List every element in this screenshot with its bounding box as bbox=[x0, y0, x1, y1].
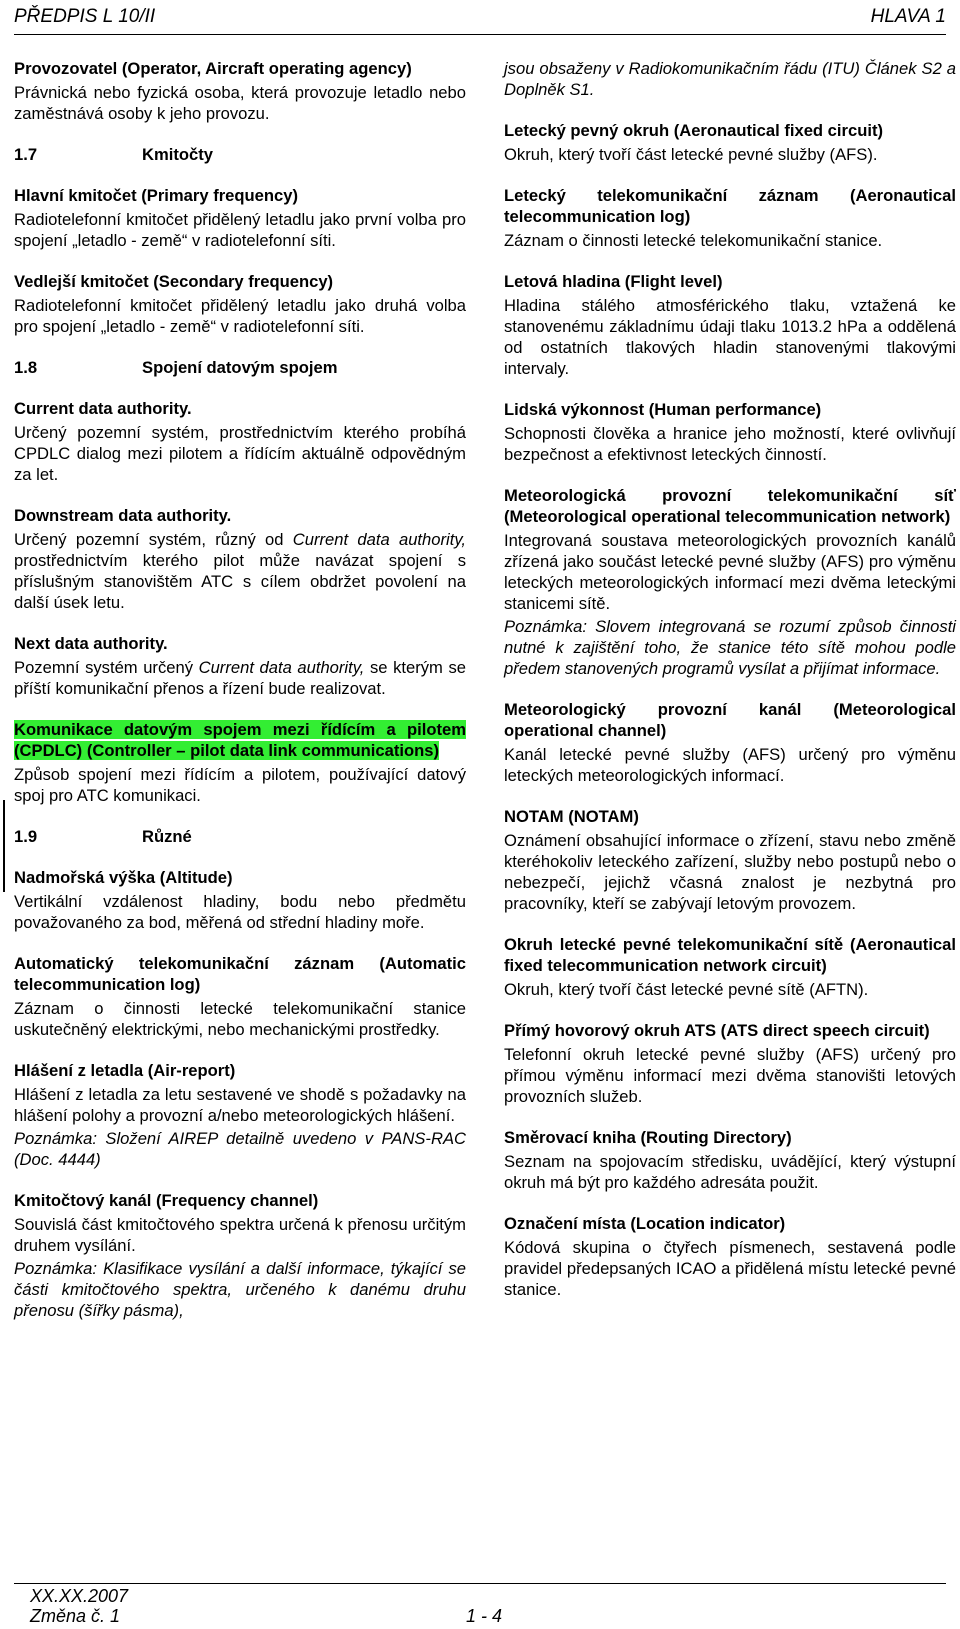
term: Next data authority. bbox=[14, 634, 168, 653]
term: Okruh letecké pevné telekomunikační sítě (Aeronautical fixed telecommunication network circuit) bbox=[504, 935, 956, 975]
entry-air-report bbox=[14, 1060, 466, 1170]
definition-part: Pozemní systém určený bbox=[14, 658, 199, 677]
entry-next-data-authority bbox=[14, 633, 466, 699]
term: Lidská výkonnost (Human performance) bbox=[504, 400, 822, 419]
definition: Záznam o činnosti letecké telekomunikační stanice. bbox=[504, 231, 883, 250]
definition: Právnická nebo fyzická osoba, která provozuje letadlo nebo zaměstnává osoby k jeho provozu. bbox=[14, 83, 466, 123]
term: Meteorologický provozní kanál (Meteorological operational channel) bbox=[504, 700, 956, 740]
definition: Okruh, který tvoří část letecké pevné služby (AFS). bbox=[504, 145, 878, 164]
page-header bbox=[14, 0, 946, 35]
entry-human-performance bbox=[504, 399, 956, 465]
note: Poznámka: Slovem integrovaná se rozumí způsob činnosti nutné k zajištění toho, že stanice této sítě mohou podle předem stanovených programů vysílat a přijímat informace. bbox=[504, 617, 956, 678]
definition: Souvislá část kmitočtového spektra určená k přenosu určitým druhem vysílání. bbox=[14, 1215, 466, 1255]
entry-cpdlc bbox=[14, 719, 466, 806]
entry-met-operational-channel bbox=[504, 699, 956, 786]
definition: Radiotelefonní kmitočet přidělený letadlu jako první volba pro spojení „letadlo - země“ v radiotelefonní síti. bbox=[14, 210, 466, 250]
definition: Způsob spojení mezi řídícím a pilotem, používající datový spoj pro ATC komunikaci. bbox=[14, 765, 466, 805]
entry-downstream-data-authority bbox=[14, 505, 466, 613]
definition-italic: Current data authority, bbox=[292, 530, 467, 549]
definition: Telefonní okruh letecké pevné služby (AFS) určený pro přímou výměnu informací mezi dvěma stanovišti letových provozních služeb. bbox=[504, 1045, 956, 1106]
term: Nadmořská výška (Altitude) bbox=[14, 868, 233, 887]
section-number: 1.7 bbox=[14, 145, 38, 164]
term: Letecký pevný okruh (Aeronautical fixed circuit) bbox=[504, 121, 883, 140]
definition-italic: Current data authority, bbox=[198, 658, 365, 677]
term: Označení místa (Location indicator) bbox=[504, 1214, 786, 1233]
definition-part: se kterým se příští komunikační přenos a řízení bude realizovat. bbox=[14, 658, 466, 698]
definition-part: Určený pozemní systém, různý od bbox=[14, 530, 293, 549]
footer-date: XX.XX.2007 bbox=[30, 1586, 129, 1606]
term: Kmitočtový kanál (Frequency channel) bbox=[14, 1191, 319, 1210]
header-left: PŘEDPIS L 10/II bbox=[14, 6, 156, 27]
note: Poznámka: Klasifikace vysílání a další informace, týkající se části kmitočtového spektra, určeného k danému druhu přenosu (šířky pásma), bbox=[14, 1259, 466, 1320]
term: Hlavní kmitočet (Primary frequency) bbox=[14, 186, 299, 205]
term: Hlášení z letadla (Air-report) bbox=[14, 1061, 236, 1080]
term: Automatický telekomunikační záznam (Automatic telecommunication log) bbox=[14, 954, 466, 994]
term bbox=[14, 719, 466, 761]
definition-part: prostřednictvím kterého pilot může navázat spojení s příslušným stanovištěm ATC s cílem obdržet povolení na další úsek letu. bbox=[14, 551, 466, 612]
page-number: 1 - 4 bbox=[466, 1606, 503, 1626]
section-number: 1.9 bbox=[14, 827, 38, 846]
section-heading bbox=[14, 357, 466, 378]
entry-met-telecom-network bbox=[504, 485, 956, 679]
section-title: Spojení datovým spojem bbox=[142, 358, 338, 377]
entry-flight-level bbox=[504, 271, 956, 379]
term: Přímý hovorový okruh ATS (ATS direct speech circuit) bbox=[504, 1021, 930, 1040]
term: Current data authority. bbox=[14, 399, 192, 418]
entry-primary-frequency bbox=[14, 185, 466, 251]
term: Směrovací kniha (Routing Directory) bbox=[504, 1128, 792, 1147]
term: Meteorologická provozní telekomunikační síť (Meteorological operational telecommunication network) bbox=[504, 486, 956, 526]
entry-current-data-authority bbox=[14, 398, 466, 485]
section-heading bbox=[14, 826, 466, 847]
definition: Okruh, který tvoří část letecké pevné sítě (AFTN). bbox=[504, 980, 869, 999]
definition bbox=[14, 657, 466, 699]
entry-notam bbox=[504, 806, 956, 914]
entry-location-indicator bbox=[504, 1213, 956, 1300]
term: Provozovatel (Operator, Aircraft operating agency) bbox=[14, 59, 412, 78]
definition: Hlášení z letadla za letu sestavené ve shodě s požadavky na hlášení polohy a provozní a/nebo meteorologických hlášení. bbox=[14, 1085, 466, 1125]
header-right: HLAVA 1 bbox=[870, 6, 946, 27]
right-column bbox=[504, 58, 956, 1320]
footer-amendment: Změna č. 1 bbox=[30, 1606, 121, 1626]
revision-bar bbox=[3, 800, 5, 892]
term: Letecký telekomunikační záznam (Aeronautical telecommunication log) bbox=[504, 186, 956, 226]
entry-aeronautical-fixed-circuit bbox=[504, 120, 956, 165]
entry-operator bbox=[14, 58, 466, 124]
definition: Určený pozemní systém, prostřednictvím kterého probíhá CPDLC dialog mezi pilotem a řídícím aktuálně odpovědným za let. bbox=[14, 423, 466, 484]
entry-altitude bbox=[14, 867, 466, 933]
left-column bbox=[14, 58, 466, 1341]
definition: Schopnosti člověka a hranice jeho možností, které ovlivňují bezpečnost a efektivnost leteckých činností. bbox=[504, 424, 956, 464]
definition: Hladina stálého atmosférického tlaku, vztažená ke stanovenému základnímu údaji tlaku 1013.2 hPa a oddělená od ostatních tlakových hladin stanovenými tlakovými intervaly. bbox=[504, 296, 956, 378]
definition: Oznámení obsahující informace o zřízení, stavu nebo změně kteréhokoliv leteckého zařízení, služby nebo postupů nebo o nebezpečí, jejichž včasná znalost je nezbytná pro pracovníky, kteří se zabývají letovým provozem. bbox=[504, 831, 956, 913]
entry-secondary-frequency bbox=[14, 271, 466, 337]
section-title: Kmitočty bbox=[142, 145, 213, 164]
entry-aftn-circuit bbox=[504, 934, 956, 1000]
definition: Záznam o činnosti letecké telekomunikační stanice uskutečněný elektrickými, nebo mechanickými prostředky. bbox=[14, 999, 466, 1039]
section-number: 1.8 bbox=[14, 358, 38, 377]
continued-note: jsou obsaženy v Radiokomunikačním řádu (ITU) Článek S2 a Doplněk S1. bbox=[504, 59, 956, 99]
definition bbox=[14, 529, 466, 613]
section-heading bbox=[14, 144, 466, 165]
definition: Kanál letecké pevné služby (AFS) určený pro výměnu leteckých meteorologických informací. bbox=[504, 745, 956, 785]
entry-automatic-telecom-log bbox=[14, 953, 466, 1040]
definition: Seznam na spojovacím středisku, uvádějící, který výstupní okruh má být pro každého adresáta použit. bbox=[504, 1152, 956, 1192]
term: Vedlejší kmitočet (Secondary frequency) bbox=[14, 272, 334, 291]
term: NOTAM (NOTAM) bbox=[504, 807, 639, 826]
entry-routing-directory bbox=[504, 1127, 956, 1193]
definition: Integrovaná soustava meteorologických provozních kanálů zřízená jako součást letecké pevné služby (AFS) pro výměnu leteckých meteorologických informací mezi dvěma leteckými stanicemi sítě. bbox=[504, 531, 956, 613]
entry-frequency-channel bbox=[14, 1190, 466, 1321]
entry-ats-direct-speech bbox=[504, 1020, 956, 1107]
entry-aeronautical-telecom-log bbox=[504, 185, 956, 251]
definition: Vertikální vzdálenost hladiny, bodu nebo předmětu považovaného za bod, měřená od střední hladiny moře. bbox=[14, 892, 466, 932]
definition: Radiotelefonní kmitočet přidělený letadlu jako druhá volba pro spojení „letadlo - země“ v radiotelefonní síti. bbox=[14, 296, 466, 336]
term: Downstream data authority. bbox=[14, 506, 232, 525]
page-footer bbox=[14, 1583, 946, 1626]
section-title: Různé bbox=[142, 827, 192, 846]
definition: Kódová skupina o čtyřech písmenech, sestavená podle pravidel předepsaných ICAO a přidělená místu letecké pevné stanice. bbox=[504, 1238, 956, 1299]
note: Poznámka: Složení AIREP detailně uvedeno v PANS-RAC (Doc. 4444) bbox=[14, 1129, 466, 1169]
highlighted-term: Komunikace datovým spojem mezi řídícím a pilotem (CPDLC) (Controller – pilot data link communications) bbox=[14, 720, 466, 760]
term: Letová hladina (Flight level) bbox=[504, 272, 723, 291]
